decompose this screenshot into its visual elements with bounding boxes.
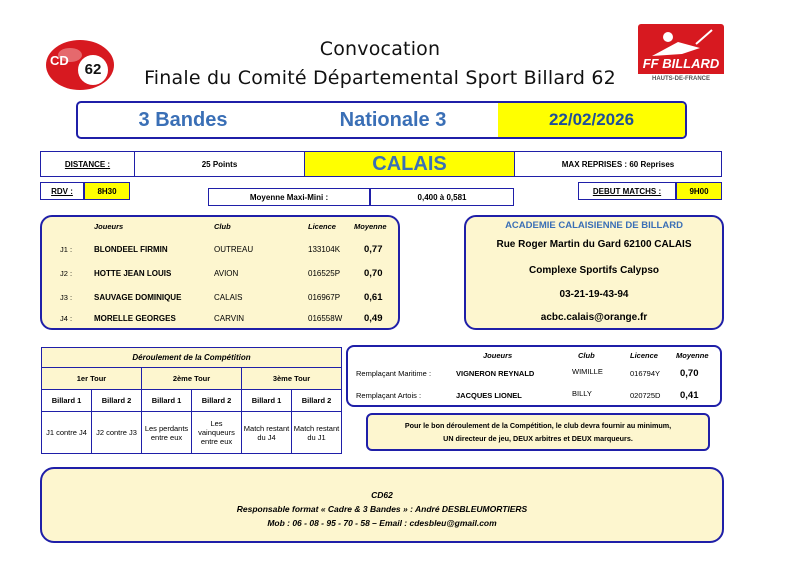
player-name: SAUVAGE DOMINIQUE — [94, 293, 182, 302]
sub-label: Remplaçant Maritime : — [356, 369, 432, 378]
sub-label: Remplaçant Artois : — [356, 391, 422, 400]
player-licence: 016967P — [308, 293, 341, 302]
player-moyenne: 0,77 — [364, 244, 383, 255]
city-name: CALAIS — [305, 152, 515, 176]
player-name: HOTTE JEAN LOUIS — [94, 269, 172, 278]
distance-label: DISTANCE : — [41, 152, 135, 176]
notice-panel — [366, 413, 710, 451]
cd62-logo — [44, 35, 118, 93]
sub-licence: 016794Y — [630, 369, 661, 378]
match-cell: Les vainqueurs entre eux — [192, 412, 242, 454]
footer-panel — [40, 467, 724, 543]
player-name: BLONDEEL FIRMIN — [94, 245, 168, 254]
venue-address: Rue Roger Martin du Gard 62100 CALAIS — [496, 239, 692, 250]
notice-line-1: Pour le bon déroulement de la Compétition, le club devra fournir au minimum, — [404, 421, 672, 430]
subs-header-joueurs: Joueurs — [483, 351, 513, 360]
player-licence: 133104K — [308, 245, 341, 254]
billard-header: Billard 2 — [92, 390, 142, 412]
round-header: 3ème Tour — [242, 368, 342, 390]
cd-logo-number: 62 — [84, 61, 102, 78]
ff-logo-region: HAUTS-DE-FRANCE — [652, 76, 710, 82]
substitutes-panel — [346, 345, 722, 407]
level-label: Nationale 3 — [339, 108, 447, 131]
footer-responsible: Responsable format « Cadre & 3 Bandes » : André DESBLEUMORTIERS — [236, 504, 528, 514]
player-row — [42, 311, 398, 329]
debut-label: DEBUT MATCHS : — [578, 182, 676, 200]
players-header-joueurs: Joueurs — [94, 222, 124, 231]
max-reprises: MAX REPRISES : 60 Reprises — [561, 159, 675, 169]
sub-name: JACQUES LIONEL — [456, 391, 522, 400]
player-moyenne: 0,61 — [364, 292, 383, 303]
venue-email: acbc.calais@orange.fr — [540, 312, 648, 323]
match-cell: Match restant du J1 — [292, 412, 342, 454]
venue-panel — [464, 215, 724, 330]
info-row — [40, 151, 722, 177]
rdv-time: 8H30 — [84, 182, 130, 200]
round-header: 1er Tour — [42, 368, 142, 390]
discipline-banner — [76, 101, 687, 139]
match-cell: Les perdants entre eux — [142, 412, 192, 454]
players-panel — [40, 215, 400, 330]
footer-contact: Mob : 06 - 08 - 95 - 70 - 58 – Email : cdesbleu@gmail.com — [267, 518, 497, 528]
sub-moyenne: 0,41 — [680, 390, 699, 401]
billard-header: Billard 2 — [192, 390, 242, 412]
substitute-row — [348, 363, 720, 385]
player-row — [42, 263, 398, 287]
sub-club: BILLY — [572, 389, 592, 398]
player-moyenne: 0,49 — [364, 313, 383, 324]
competition-date: 22/02/2026 — [498, 103, 685, 137]
player-pos: J2 : — [60, 269, 73, 278]
footer-org: CD62 — [371, 490, 393, 500]
venue-complex: Complexe Sportifs Calypso — [528, 265, 660, 276]
page-title: Convocation — [319, 38, 441, 60]
moyenne-label: Moyenne Maxi-Mini : — [208, 188, 370, 206]
subs-header-club: Club — [578, 351, 595, 360]
venue-club: ACADEMIE CALAISIENNE DE BILLARD — [505, 220, 683, 231]
competition-title: Déroulement de la Compétition — [42, 348, 342, 368]
sub-name: VIGNERON REYNALD — [456, 369, 535, 378]
match-cell: Match restant du J4 — [242, 412, 292, 454]
notice-line-2: UN directeur de jeu, DEUX arbitres et DEUX marqueurs. — [443, 434, 633, 443]
distance-value: 25 Points — [135, 152, 305, 176]
player-name: MORELLE GEORGES — [94, 314, 176, 323]
debut-time: 9H00 — [676, 182, 722, 200]
match-cell: J1 contre J4 — [42, 412, 92, 454]
moyenne-range: 0,400 à 0,581 — [370, 188, 514, 206]
player-club: CALAIS — [214, 293, 243, 302]
player-moyenne: 0,70 — [364, 268, 383, 279]
rdv-label: RDV : — [40, 182, 84, 200]
player-row — [42, 239, 398, 263]
cd-logo-text: CD — [50, 53, 69, 68]
player-licence: 016558W — [308, 314, 343, 323]
billard-header: Billard 1 — [42, 390, 92, 412]
substitute-row — [348, 385, 720, 407]
player-pos: J1 : — [60, 245, 73, 254]
page-subtitle: Finale du Comité Départemental Sport Billard 62 — [144, 67, 616, 89]
sub-licence: 020725D — [630, 391, 661, 400]
discipline-label: 3 Bandes — [138, 108, 228, 131]
subs-header-moyenne: Moyenne — [676, 351, 709, 360]
sub-moyenne: 0,70 — [680, 368, 699, 379]
competition-table — [41, 347, 342, 454]
player-pos: J4 : — [60, 314, 73, 323]
match-cell: J2 contre J3 — [92, 412, 142, 454]
billard-header: Billard 1 — [142, 390, 192, 412]
player-club: OUTREAU — [214, 245, 254, 254]
sub-club: WIMILLE — [572, 367, 603, 376]
player-licence: 016525P — [308, 269, 341, 278]
players-header-licence: Licence — [308, 222, 336, 231]
players-header-moyenne: Moyenne — [354, 222, 387, 231]
ff-billard-logo — [638, 24, 724, 88]
round-header: 2ème Tour — [142, 368, 242, 390]
billard-header: Billard 2 — [292, 390, 342, 412]
players-header-club: Club — [214, 222, 231, 231]
player-pos: J3 : — [60, 293, 73, 302]
billard-header: Billard 1 — [242, 390, 292, 412]
player-club: AVION — [214, 269, 239, 278]
venue-phone: 03-21-19-43-94 — [559, 289, 629, 300]
player-club: CARVIN — [214, 314, 245, 323]
player-row — [42, 287, 398, 311]
subs-header-licence: Licence — [630, 351, 658, 360]
ff-logo-name: FF BILLARD — [642, 56, 720, 71]
